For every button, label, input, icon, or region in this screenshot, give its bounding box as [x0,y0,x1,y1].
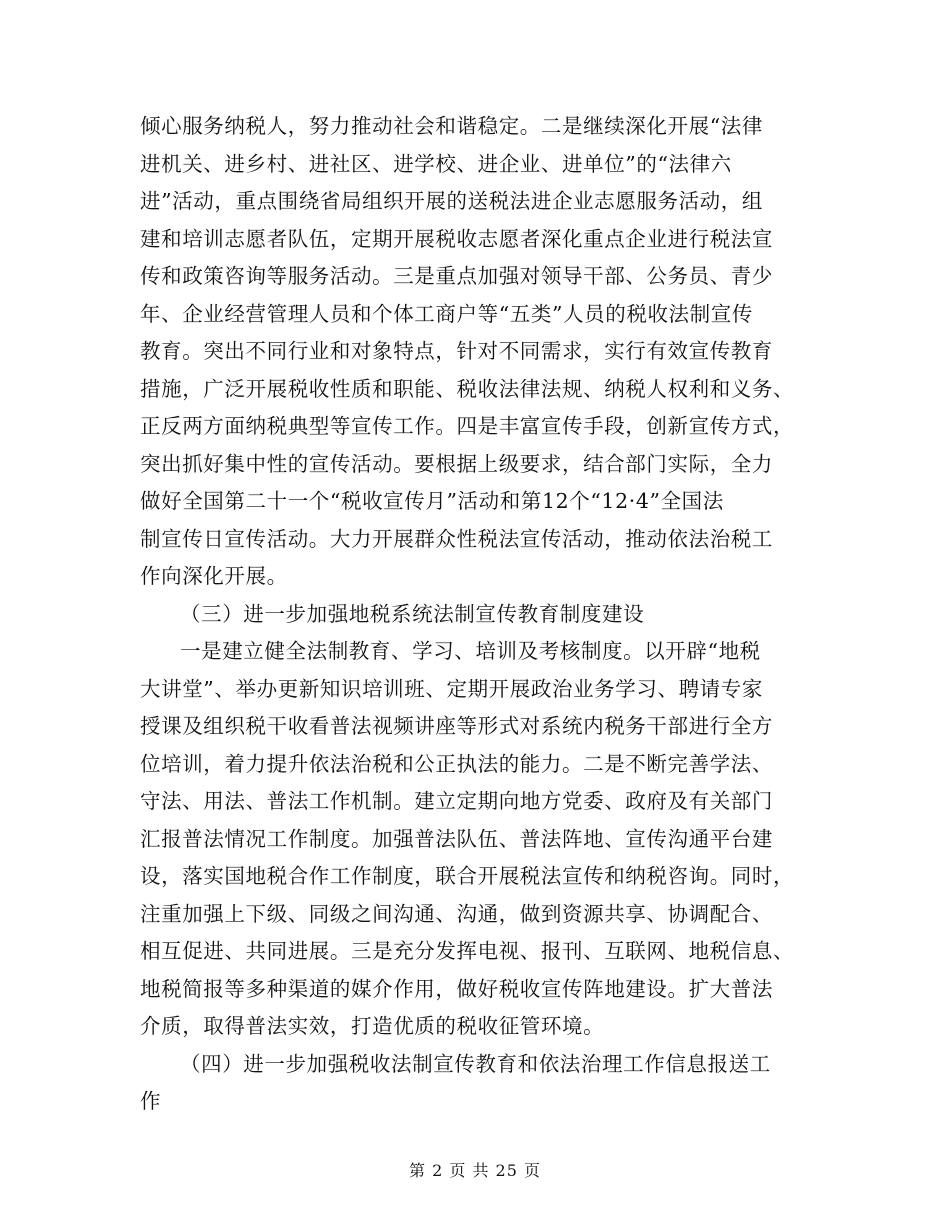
text-line: 设，落实国地税合作工作制度，联合开展税法宣传和纳税咨询。同时， [140,864,795,888]
text-line: 年、企业经营管理人员和个体工商户等“五类”人员的税收法制宣传 [140,301,753,326]
text-line: 倾心服务纳税人，努力推动社会和谐稳定。二是继续深化开展“法律 [140,114,763,138]
text-line: 大讲堂”、举办更新知识培训班、定期开展政治业务学习、聘请专家 [140,676,763,701]
text-line: 授课及组织税干收看普法视频讲座等形式对系统内税务干部进行全方 [140,714,773,738]
text-line: 正反两方面纳税典型等宣传工作。四是丰富宣传手段，创新宣传方式， [140,414,795,438]
text-line: 做好全国第二十一个“税收宣传月”活动和第12个“12·4”全国法 [140,489,724,513]
text-line: 建和培训志愿者队伍，定期开展税收志愿者深化重点企业进行税法宣 [140,226,773,251]
text-line: 地税简报等多种渠道的媒介作用，做好税收宣传阵地建设。扩大普法 [140,976,773,1001]
text-line: 进”活动，重点围绕省局组织开展的送税法进企业志愿服务活动，组 [140,189,763,213]
text-line: （四）进一步加强税收法制宣传教育和依法治理工作信息报送工 [180,1051,771,1076]
text-line: 措施，广泛开展税收性质和职能、税收法律法规、纳税人权利和义务、 [140,376,795,401]
text-line: 教育。突出不同行业和对象特点，针对不同需求，实行有效宣传教育 [140,339,773,363]
text-line: 传和政策咨询等服务活动。三是重点加强对领导干部、公务员、青少 [140,264,773,288]
text-line: 位培训，着力提升依法治税和公正执法的能力。二是不断完善学法、 [140,751,773,776]
text-line: 进机关、进乡村、进社区、进学校、进企业、进单位”的“法律六 [140,151,732,176]
text-line: 守法、用法、普法工作机制。建立定期向地方党委、政府及有关部门 [140,789,773,813]
text-line: 制宣传日宣传活动。大力开展群众性税法宣传活动，推动依法治税工 [140,526,773,551]
text-line: 相互促进、共同进展。三是充分发挥电视、报刊、互联网、地税信息、 [140,939,795,963]
text-line: 突出抓好集中性的宣传活动。要根据上级要求，结合部门实际，全力 [140,451,773,476]
body-text [140,108,808,1121]
text-line: 汇报普法情况工作制度。加强普法队伍、普法阵地、宣传沟通平台建 [140,826,773,851]
text-line: （三）进一步加强地税系统法制宣传教育制度建设 [180,601,645,626]
text-line: 注重加强上下级、同级之间沟通、沟通，做到资源共享、协调配合、 [140,901,773,926]
text-line: 作向深化开展。 [140,564,288,588]
text-line: 介质，取得普法实效，打造优质的税收征管环境。 [140,1014,605,1038]
text-line: 一是建立健全法制教育、学习、培训及考核制度。以开辟“地税 [180,639,761,663]
page-number: 第 2 页 共 25 页 [409,1161,541,1180]
text-line: 作 [140,1089,162,1113]
